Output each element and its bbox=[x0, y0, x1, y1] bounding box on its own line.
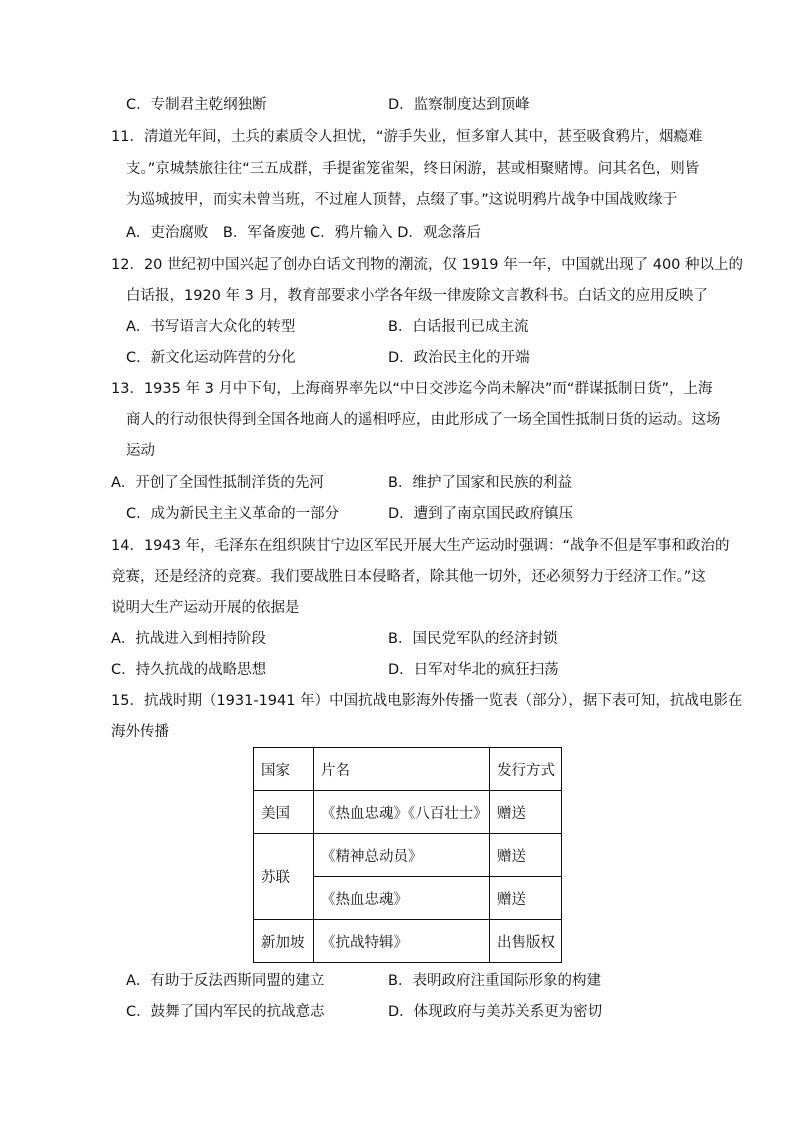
q13-option-d: D．遭到了南京国民政府镇压 bbox=[388, 506, 574, 522]
q13-option-c: C．成为新民主主义革命的一部分 bbox=[126, 506, 340, 522]
cell-film: 《抗战特辑》 bbox=[314, 920, 490, 963]
q14-option-c: C．持久抗战的战略思想 bbox=[111, 662, 267, 678]
header-method: 发行方式 bbox=[490, 748, 562, 791]
header-film: 片名 bbox=[314, 748, 490, 791]
cell-country: 美国 bbox=[254, 791, 314, 834]
cell-method: 赠送 bbox=[490, 877, 562, 920]
q15-option-c: C．鼓舞了国内军民的抗战意志 bbox=[126, 1004, 325, 1020]
q14-stem-line-1: 14．1943 年，毛泽东在组织陕甘宁边区军民开展大生产运动时强调：“战争不但是军事和政治的 bbox=[111, 538, 730, 554]
cell-country: 新加坡 bbox=[254, 920, 314, 963]
q10-option-c: C．专制君主乾纲独断 bbox=[126, 97, 267, 113]
q12-stem-line-1: 12．20 世纪初中国兴起了创办白话文刊物的潮流，仅 1919 年一年，中国就出现了 400 种以上的 bbox=[111, 257, 744, 273]
q12-option-d: D．政治民主化的开端 bbox=[388, 350, 530, 366]
header-country: 国家 bbox=[254, 748, 314, 791]
q11-stem-line-1: 11．清道光年间，土兵的素质令人担忧，“游手失业，恒多窜人其中，甚至吸食鸦片，烟瘾难 bbox=[111, 129, 703, 145]
q14-option-b: B．国民党军队的经济封锁 bbox=[388, 631, 558, 647]
table-row bbox=[254, 834, 562, 877]
q13-stem-line-2: 商人的行动很快得到全国各地商人的遥相呼应，由此形成了一场全国性抵制日货的运动。这场 bbox=[126, 412, 721, 428]
q15-stem-line-2: 海外传播 bbox=[111, 724, 169, 740]
cell-film: 《热血忠魂》《八百壮士》 bbox=[314, 791, 490, 834]
q14-stem-line-2: 竞赛，还是经济的竞赛。我们要战胜日本侵略者，除其他一切外，还必须努力于经济工作。”这 bbox=[111, 569, 706, 585]
q14-stem-line-3: 说明大生产运动开展的依据是 bbox=[111, 600, 300, 616]
q12-option-b: B．白话报刊已成主流 bbox=[388, 319, 529, 335]
q10-option-d: D．监察制度达到顶峰 bbox=[388, 97, 530, 113]
q13-stem-line-1: 13．1935 年 3 月中下旬，上海商界率先以“中日交涉迄今尚未解决”而“群谋抵制日货”，上海 bbox=[111, 381, 713, 397]
cell-method: 赠送 bbox=[490, 791, 562, 834]
q15-option-d: D．体现政府与美苏关系更为密切 bbox=[388, 1004, 603, 1020]
q15-option-b: B．表明政府注重国际形象的构建 bbox=[388, 973, 601, 989]
cell-method: 出售版权 bbox=[490, 920, 562, 963]
cell-film: 《精神总动员》 bbox=[314, 834, 490, 877]
q15-stem-line-1: 15．抗战时期（1931-1941 年）中国抗战电影海外传播一览表（部分），据下表可知，抗战电影在 bbox=[111, 693, 743, 709]
q12-option-c: C．新文化运动阵营的分化 bbox=[126, 350, 296, 366]
table-row bbox=[254, 791, 562, 834]
q14-option-a: A．抗战进入到相持阶段 bbox=[111, 631, 266, 647]
film-distribution-table bbox=[253, 747, 562, 963]
cell-film: 《热血忠魂》 bbox=[314, 877, 490, 920]
q13-option-a: A．开创了全国性抵制洋货的先河 bbox=[111, 475, 324, 491]
q15-option-a: A．有助于反法西斯同盟的建立 bbox=[126, 973, 325, 989]
q11-options: A．吏治腐败 B．军备废弛 C．鸦片输入 D．观念落后 bbox=[126, 225, 481, 241]
cell-country: 苏联 bbox=[254, 834, 314, 920]
table-row bbox=[254, 920, 562, 963]
q13-stem-line-3: 运动 bbox=[126, 443, 155, 459]
q14-option-d: D．日军对华北的疯狂扫荡 bbox=[388, 662, 559, 678]
q12-stem-line-2: 白话报，1920 年 3 月，教育部要求小学各年级一律废除文言教科书。白话文的应用反映了 bbox=[126, 288, 708, 304]
q13-option-b: B．维护了国家和民族的利益 bbox=[388, 475, 572, 491]
table-header-row bbox=[254, 748, 562, 791]
q12-option-a: A．书写语言大众化的转型 bbox=[126, 319, 296, 335]
cell-method: 赠送 bbox=[490, 834, 562, 877]
q11-stem-line-2: 支。”京城禁旅往往“三五成群，手提雀笼雀架，终日闲游，甚或相聚赌博。问其名色，则皆 bbox=[126, 161, 700, 177]
q11-stem-line-3: 为巡城披甲，而实未曾当班，不过雇人顶替，点缀了事。”这说明鸦片战争中国战败缘于 bbox=[126, 192, 678, 208]
